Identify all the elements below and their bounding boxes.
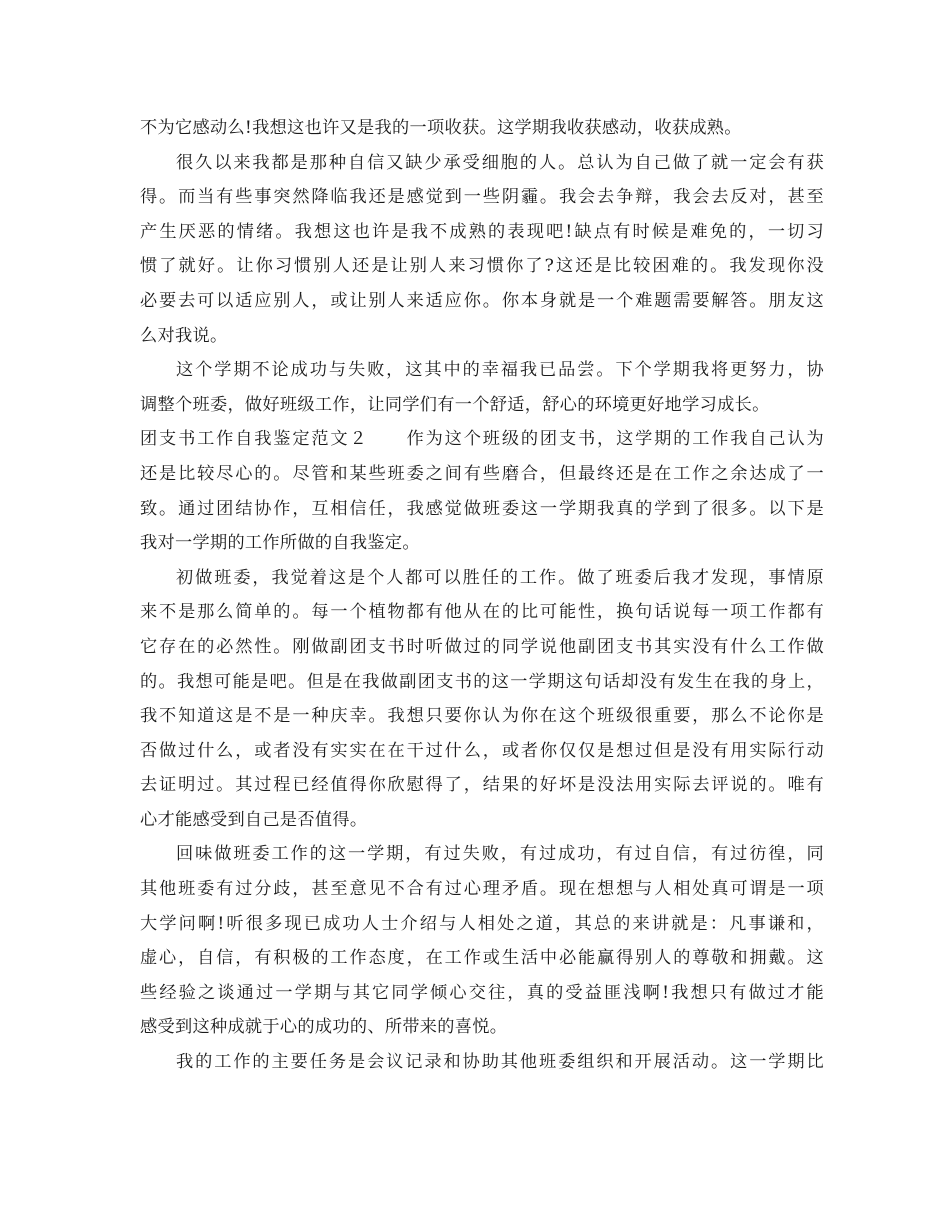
text-line: 团支书工作自我鉴定范文２ 作为这个班级的团支书，这学期的工作我自己认为 [140, 429, 824, 450]
document-body-text [140, 111, 824, 1080]
text-line: 必要去可以适应别人，或让别人来适应你。你本身就是一个难题需要解答。朋友这 [140, 290, 824, 311]
text-line: 去证明过。其过程已经值得你欣慰得了，结果的好坏是没法用实际去评说的。唯有 [140, 775, 824, 796]
text-line: 感受到这种成就于心的成功的、所带来的喜悦。 [140, 1017, 508, 1038]
text-line: 些经验之谈通过一学期与其它同学倾心交往，真的受益匪浅啊!我想只有做过才能 [140, 982, 824, 1003]
text-line: 我对一学期的工作所做的自我鉴定。 [140, 533, 420, 554]
text-line: 致。通过团结协作，互相信任，我感觉做班委这一学期我真的学到了很多。以下是 [140, 498, 824, 519]
text-line: 我不知道这是不是一种庆幸。我想只要你认为你在这个班级很重要，那么不论你是 [140, 706, 824, 727]
text-line: 我的工作的主要任务是会议记录和协助其他班委组织和开展活动。这一学期比 [176, 1052, 824, 1073]
text-line: 不为它感动么!我想这也许又是我的一项收获。这学期我收获感动，收获成熟。 [140, 118, 742, 138]
text-line: 否做过什么，或者没有实实在在干过什么，或者你仅仅是想过但是没有用实际行动 [140, 740, 824, 761]
text-line: 惯了就好。让你习惯别人还是让别人来习惯你了?这还是比较困难的。我发现你没 [140, 256, 824, 277]
text-line: 的。我想可能是吧。但是在我做副团支书的这一学期这句话却没有发生在我的身上， [140, 671, 824, 692]
text-line: 调整个班委，做好班级工作，让同学们有一个舒适，舒心的环境更好地学习成长。 [140, 394, 770, 415]
text-line: 其他班委有过分歧，甚至意见不合有过心理矛盾。现在想想与人相处真可谓是一项 [140, 879, 824, 900]
text-line: 产生厌恶的情绪。我想这也许是我不成熟的表现吧!缺点有时候是难免的，一切习 [140, 221, 824, 242]
text-line: 初做班委，我觉着这是个人都可以胜任的工作。做了班委后我才发现，事情原 [176, 567, 824, 588]
text-line: 很久以来我都是那种自信又缺少承受细胞的人。总认为自己做了就一定会有获 [176, 152, 824, 173]
text-line: 这个学期不论成功与失败，这其中的幸福我已品尝。下个学期我将更努力，协 [176, 360, 824, 381]
text-line: 心才能感受到自己是否值得。 [140, 809, 368, 830]
text-line: 得。而当有些事突然降临我还是感觉到一些阴霾。我会去争辩，我会去反对，甚至 [140, 187, 824, 208]
text-line: 回味做班委工作的这一学期，有过失败，有过成功，有过自信，有过彷徨，同 [176, 844, 824, 865]
text-line: 它存在的必然性。刚做副团支书时听做过的同学说他副团支书其实没有什么工作做 [140, 636, 824, 657]
text-line: 虚心，自信，有积极的工作态度，在工作或生活中必能赢得别人的尊敬和拥戴。这 [140, 948, 824, 969]
text-line: 还是比较尽心的。尽管和某些班委之间有些磨合，但最终还是在工作之余达成了一 [140, 463, 824, 484]
text-line: 来不是那么简单的。每一个植物都有他从在的比可能性，换句话说每一项工作都有 [140, 602, 824, 623]
text-line: 大学问啊!听很多现已成功人士介绍与人相处之道，其总的来讲就是：凡事谦和， [140, 913, 824, 934]
text-line: 么对我说。 [140, 325, 228, 346]
